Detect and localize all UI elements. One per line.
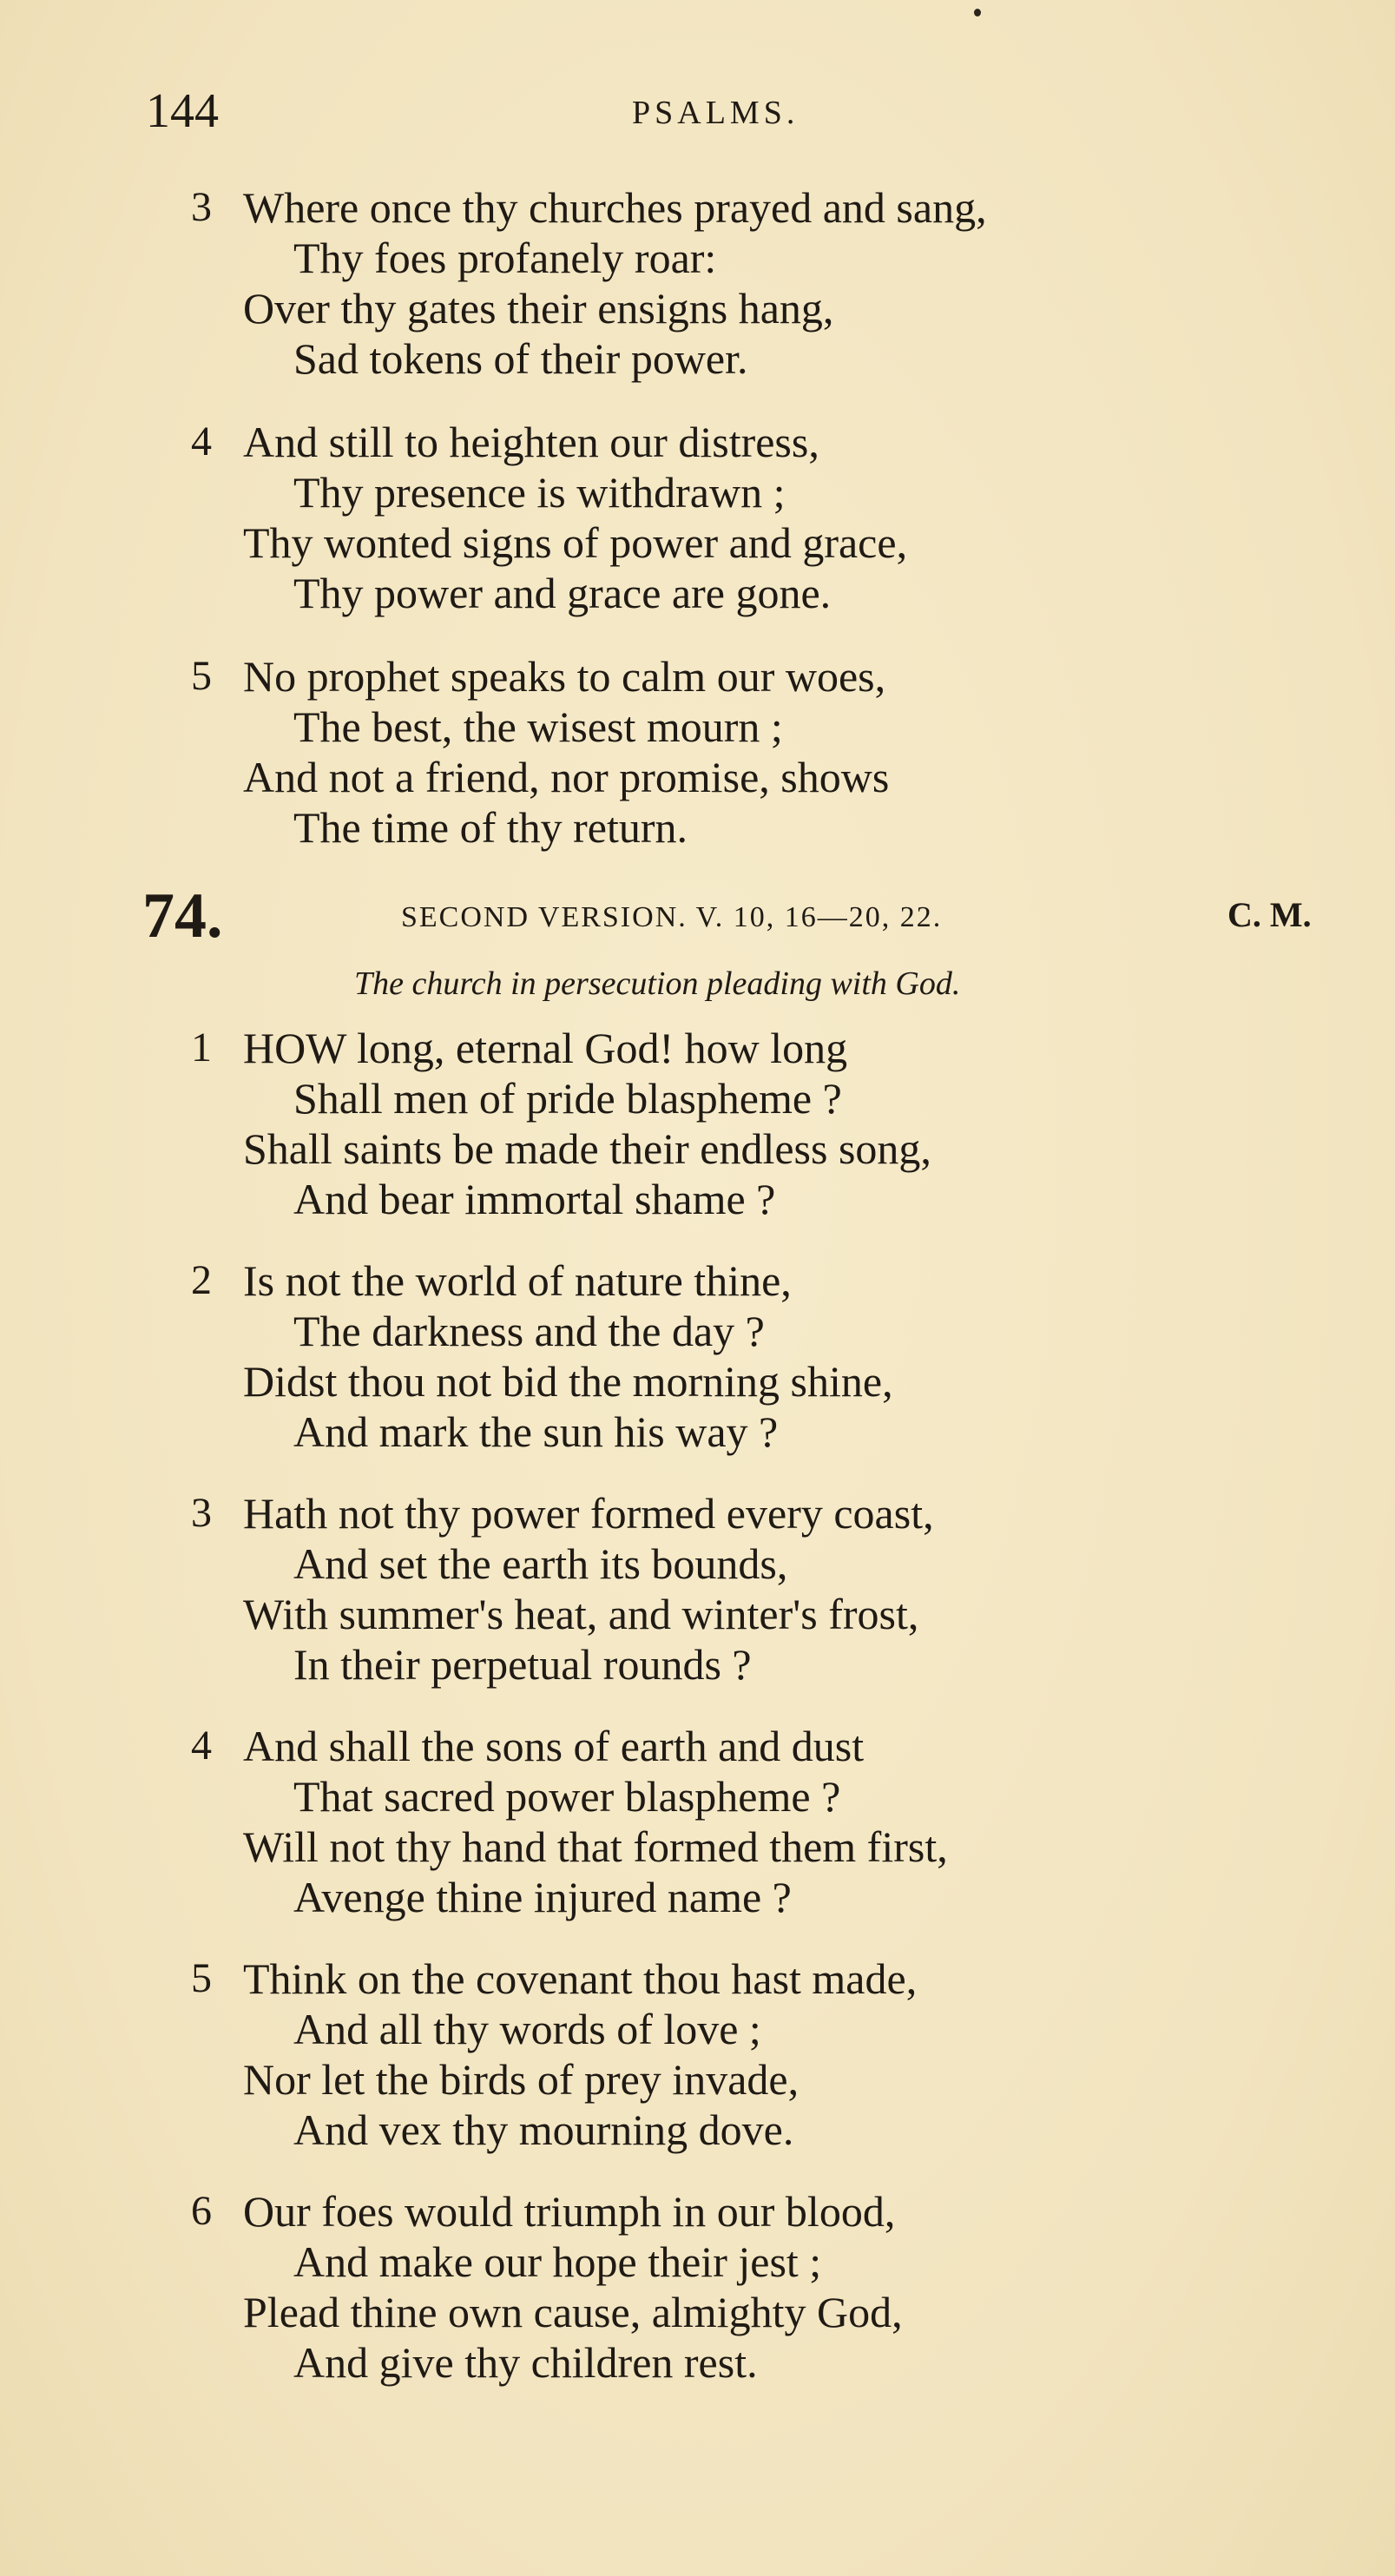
verse-line: Shall men of pride blaspheme ? [293, 1074, 842, 1123]
verse-line: Didst thou not bid the morning shine, [243, 1357, 893, 1406]
verse-line: The time of thy return. [293, 803, 688, 852]
verse-line: Will not thy hand that formed them first, [243, 1822, 948, 1871]
psalm-heading [142, 880, 1358, 955]
verse-line: Where once thy churches prayed and sang, [243, 183, 987, 232]
psalm-meter: C. M. [1227, 895, 1312, 934]
verse-line: And still to heighten our distress, [243, 418, 819, 466]
verse-line: Hath not thy power formed every coast, [243, 1489, 934, 1538]
psalm-version: SECOND VERSION. V. 10, 16—20, 22. [401, 901, 943, 933]
verse-line: Thy foes profanely roar: [293, 234, 717, 282]
verse-line: Thy power and grace are gone. [293, 569, 832, 617]
verse-line: Thy wonted signs of power and grace, [243, 518, 908, 567]
stanza-number: 5 [191, 653, 212, 699]
stanza-number: 3 [191, 1490, 212, 1536]
verse-line: And all thy words of love ; [293, 2005, 761, 2053]
verse-line: HOW long, eternal God! how long [243, 1024, 848, 1072]
verse-line: The darkness and the day ? [293, 1307, 765, 1355]
verse-line: Think on the covenant thou hast made, [243, 1954, 918, 2003]
ink-speck [974, 9, 981, 16]
verse-line: And make our hope their jest ; [293, 2237, 822, 2286]
verse-line: And shall the sons of earth and dust [243, 1722, 865, 1770]
verse-line: Is not the world of nature thine, [243, 1256, 792, 1305]
running-title: PSALMS. [632, 95, 799, 131]
stanza-number: 2 [191, 1257, 212, 1303]
verse-line: And vex thy mourning dove. [293, 2105, 794, 2154]
verse-line: And not a friend, nor promise, shows [243, 753, 890, 801]
verse-line: No prophet speaks to calm our woes, [243, 652, 886, 701]
stanza-number: 3 [191, 184, 212, 230]
verse-line: And mark the sun his way ? [293, 1407, 779, 1456]
verse-line: Sad tokens of their power. [293, 334, 748, 383]
verse-line: In their perpetual rounds ? [293, 1640, 752, 1689]
verse-line: And give thy children rest. [293, 2338, 758, 2387]
verse-line: Over thy gates their ensigns hang, [243, 284, 834, 333]
running-head [146, 83, 1274, 144]
verse-line: Avenge thine injured name ? [293, 1873, 792, 1921]
stanza-number: 5 [191, 1955, 212, 2001]
verse-line: With summer's heat, and winter's frost, [243, 1590, 919, 1638]
stanza-number: 6 [191, 2188, 212, 2234]
stanza-number: 1 [191, 1024, 212, 1071]
page-number: 144 [146, 84, 219, 138]
psalm-subtitle: The church in persecution pleading with God. [354, 965, 961, 1002]
verse-line: The best, the wisest mourn ; [293, 702, 783, 751]
verse-line: Our foes would triumph in our blood, [243, 2187, 896, 2236]
verse-line: Shall saints be made their endless song, [243, 1124, 931, 1173]
stanza-number: 4 [191, 1723, 212, 1769]
verse-line: Nor let the birds of prey invade, [243, 2055, 799, 2104]
verse-line: Plead thine own cause, almighty God, [243, 2288, 903, 2336]
verse-line: That sacred power blaspheme ? [293, 1772, 841, 1821]
verse-line: Thy presence is withdrawn ; [293, 468, 786, 517]
psalm-number: 74. [142, 880, 223, 952]
verse-line: And bear immortal shame ? [293, 1175, 776, 1223]
verse-line: And set the earth its bounds, [293, 1539, 788, 1588]
stanza-number: 4 [191, 418, 212, 464]
